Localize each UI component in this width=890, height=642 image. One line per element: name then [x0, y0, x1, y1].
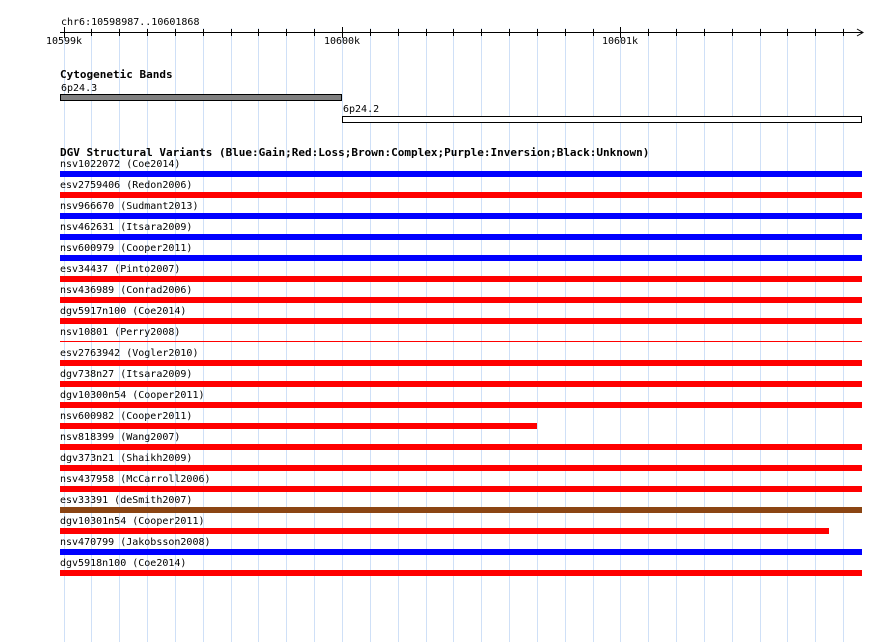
variant-label: esv2763942 (Vogler2010) [60, 348, 199, 359]
variant-bar[interactable] [60, 234, 862, 240]
ruler-tick-label: 10599k [45, 36, 83, 47]
variant-bar[interactable] [60, 465, 862, 471]
location-label: chr6:10598987..10601868 [61, 17, 200, 28]
variant-label: dgv5918n100 (Coe2014) [60, 558, 187, 569]
variant-bar[interactable] [60, 341, 862, 342]
variant-bar[interactable] [60, 549, 862, 555]
cytoband-label: 6p24.3 [61, 83, 98, 94]
variant-label: dgv373n21 (Shaikh2009) [60, 453, 193, 464]
dgv-track-title: DGV Structural Variants (Blue:Gain;Red:Loss;Brown:Complex;Purple:Inversion;Black:Unknown) [60, 146, 650, 159]
variant-bar[interactable] [60, 255, 862, 261]
variant-bar[interactable] [60, 402, 862, 408]
cytoband-bar[interactable] [61, 95, 342, 101]
variant-label: nsv436989 (Conrad2006) [60, 285, 193, 296]
variant-bar[interactable] [60, 360, 862, 366]
variant-bar[interactable] [60, 297, 862, 303]
variant-label: dgv5917n100 (Coe2014) [60, 306, 187, 317]
variant-label: nsv818399 (Wang2007) [60, 432, 181, 443]
variant-label: nsv10801 (Perry2008) [60, 327, 181, 338]
variant-label: nsv966670 (Sudmant2013) [60, 201, 199, 212]
cytoband-track-title: Cytogenetic Bands [60, 68, 173, 81]
variant-bar[interactable] [60, 507, 862, 513]
variant-bar[interactable] [60, 213, 862, 219]
variant-bar[interactable] [60, 570, 862, 576]
variant-bar[interactable] [60, 192, 862, 198]
variant-label: nsv1022072 (Coe2014) [60, 159, 181, 170]
cytoband-bar[interactable] [343, 117, 862, 123]
variant-bar[interactable] [60, 171, 862, 177]
dgv-track [60, 159, 862, 576]
variant-label: nsv437958 (McCarroll2006) [60, 474, 211, 485]
variant-label: dgv10301n54 (Cooper2011) [60, 516, 205, 527]
variant-label: esv34437 (Pinto2007) [60, 264, 181, 275]
ruler-tick-label: 10600k [323, 36, 361, 47]
cytoband-label: 6p24.2 [343, 104, 380, 115]
variant-bar[interactable] [60, 528, 829, 534]
variant-bar[interactable] [60, 276, 862, 282]
cytoband-track [61, 83, 862, 123]
variant-bar[interactable] [60, 444, 862, 450]
variant-label: nsv600982 (Cooper2011) [60, 411, 193, 422]
variant-bar[interactable] [60, 318, 862, 324]
variant-label: dgv10300n54 (Cooper2011) [60, 390, 205, 401]
variant-label: esv33391 (deSmith2007) [60, 495, 193, 506]
ruler-tick-label: 10601k [601, 36, 639, 47]
variant-label: nsv462631 (Itsara2009) [60, 222, 193, 233]
variant-label: nsv470799 (Jakobsson2008) [60, 537, 211, 548]
variant-bar[interactable] [60, 423, 537, 429]
variant-bar[interactable] [60, 381, 862, 387]
variant-bar[interactable] [60, 486, 862, 492]
variant-label: esv2759406 (Redon2006) [60, 180, 193, 191]
variant-label: dgv738n27 (Itsara2009) [60, 369, 193, 380]
ruler[interactable] [46, 27, 863, 47]
variant-label: nsv600979 (Cooper2011) [60, 243, 193, 254]
